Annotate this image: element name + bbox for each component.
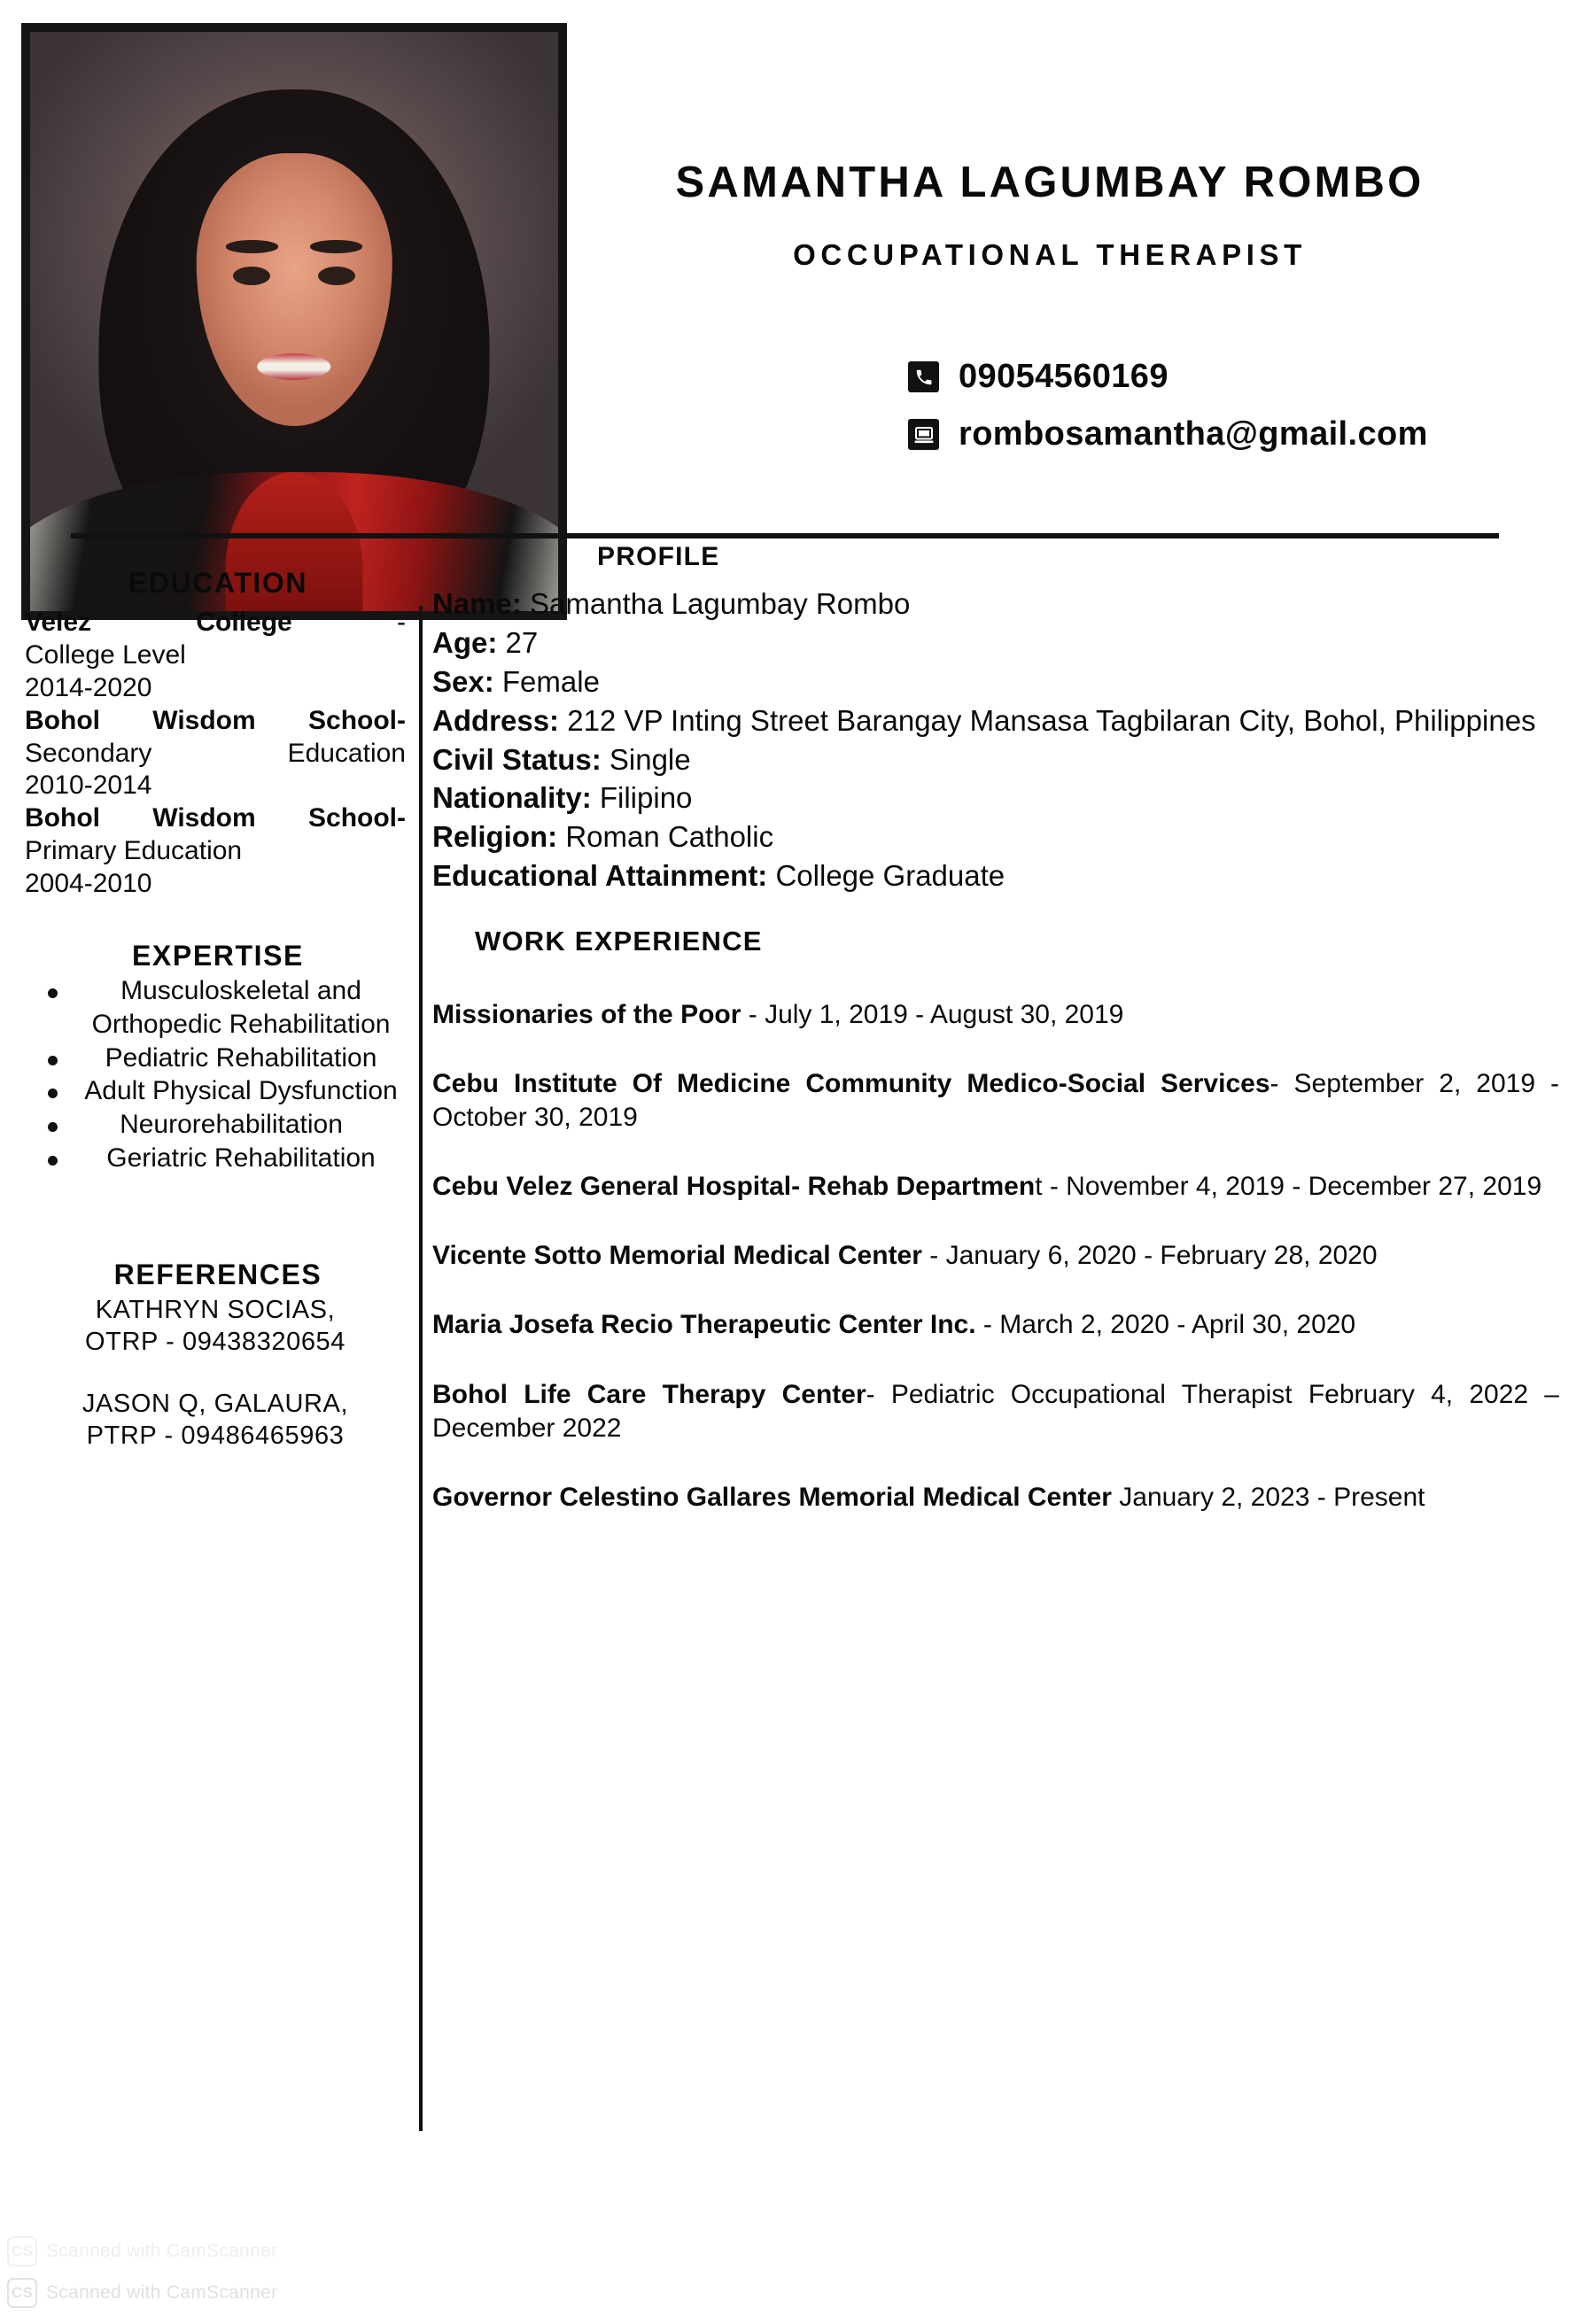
work-entry (432, 1170, 1559, 1204)
profile-field-label: Age: (432, 625, 498, 659)
sidebar (25, 567, 406, 1483)
work-detail: - Pediatric Occupational Therapist February 4, 2022 – December 2022 (432, 1379, 1559, 1443)
work-entry (432, 1067, 1559, 1135)
camscanner-label: Scanned with CamScanner (46, 2282, 278, 2303)
profile-field (432, 662, 1559, 701)
camscanner-watermark-faded (7, 2236, 277, 2266)
work-employer: Cebu Institute Of Medicine Community Medico-Social Services (432, 1069, 1270, 1099)
profile-field-label: Civil Status: (432, 742, 602, 776)
education-separator: - (397, 705, 406, 735)
candidate-name: SAMANTHA LAGUMBAY ROMBO (675, 159, 1425, 206)
education-separator: - (397, 803, 406, 833)
profile-field (432, 856, 1559, 895)
profile-heading: PROFILE (597, 542, 720, 571)
header-block (567, 23, 1559, 519)
profile-field-label: Address: (432, 703, 560, 737)
work-employer: Missionaries of the Poor (432, 1000, 742, 1029)
phone-icon (908, 361, 939, 392)
references-heading: REFERENCES (113, 1258, 322, 1290)
phone-contact-row (908, 358, 1169, 396)
camscanner-logo-icon: CS (7, 2236, 37, 2266)
main-content (432, 542, 1559, 1550)
email-address: rombosamantha@gmail.com (959, 415, 1428, 453)
education-heading: EDUCATION (128, 567, 308, 599)
education-years: 2014-2020 (25, 672, 152, 702)
work-entry (432, 998, 1559, 1032)
profile-field-value: Single (609, 742, 691, 776)
profile-fields (432, 585, 1559, 895)
work-experience-heading: WORK EXPERIENCE (475, 926, 763, 957)
profile-field-label: Sex: (432, 664, 494, 698)
expertise-item: Neurorehabilitation (25, 1108, 406, 1142)
header-divider (71, 533, 1499, 538)
profile-field-value: Samantha Lagumbay Rombo (530, 587, 911, 620)
profile-field-value: Roman Catholic (565, 820, 774, 854)
work-entry (432, 1481, 1559, 1514)
work-employer: Vicente Sotto Memorial Medical Center (432, 1241, 922, 1271)
photo-mouth (257, 353, 330, 380)
education-institution: Bohol Wisdom School (25, 803, 397, 833)
work-entry (432, 1308, 1559, 1342)
work-employer: Bohol Life Care Therapy Center (432, 1379, 866, 1409)
work-employer: Cebu Velez General Hospital- Rehab Departmen (432, 1172, 1036, 1202)
reference-detail: PTRP - 09486465963 (86, 1421, 345, 1450)
work-entry (432, 1378, 1559, 1445)
work-detail: January 2, 2023 - Present (1111, 1482, 1425, 1512)
education-level: College Level (25, 639, 186, 670)
education-institution: Bohol Wisdom School (25, 705, 397, 735)
education-years: 2004-2010 (25, 869, 152, 899)
phone-number: 09054560169 (959, 358, 1169, 395)
profile-field (432, 701, 1559, 740)
profile-field (432, 585, 1559, 624)
profile-field (432, 624, 1559, 662)
profile-field-label: Name: (432, 587, 522, 620)
education-level: Secondary Education (25, 738, 406, 768)
profile-field-label: Nationality: (432, 781, 592, 815)
work-detail: - March 2, 2020 - April 30, 2020 (975, 1310, 1356, 1340)
profile-field-value: Filipino (599, 781, 693, 815)
profile-field-label: Religion: (432, 820, 558, 854)
photo-brow-left (226, 240, 279, 252)
work-detail: - January 6, 2020 - February 28, 2020 (921, 1241, 1378, 1271)
education-years: 2010-2014 (25, 771, 152, 801)
column-divider (419, 606, 423, 2131)
email-contact-row (908, 415, 1428, 453)
education-level: Primary Education (25, 836, 243, 866)
profile-field-value: 27 (505, 625, 539, 659)
photo-brow-right (310, 240, 363, 252)
profile-field-value: 212 VP Inting Street Barangay Mansasa Tagbilaran City, Bohol, Philippines (567, 703, 1536, 737)
photo-eye-left (233, 267, 270, 285)
reference-detail: OTRP - 09438320654 (84, 1327, 346, 1356)
portrait-photo-image (30, 32, 558, 611)
education-entry (25, 705, 406, 771)
work-detail: - September 2, 2019 - October 30, 2019 (432, 1069, 1560, 1133)
profile-field (432, 740, 1559, 779)
work-entry (432, 1239, 1559, 1273)
portrait-photo (21, 23, 567, 620)
education-separator: - (397, 608, 406, 637)
work-employer: Maria Josefa Recio Therapeutic Center Inc. (432, 1310, 976, 1340)
work-detail: t - November 4, 2019 - December 27, 2019 (1035, 1172, 1542, 1202)
camscanner-watermark (7, 2278, 277, 2308)
work-experience-list (432, 998, 1559, 1514)
photo-eye-right (318, 267, 355, 285)
education-institution: Velez College (25, 608, 292, 637)
reference-item (25, 1389, 406, 1452)
reference-item (25, 1295, 406, 1359)
profile-field-value: Female (501, 664, 600, 698)
profile-field (432, 817, 1559, 856)
job-title: OCCUPATIONAL THERAPIST (793, 238, 1307, 271)
reference-name: KATHRYN SOCIAS, (95, 1295, 336, 1324)
education-entry (25, 802, 406, 868)
camscanner-logo-icon: CS (7, 2278, 37, 2308)
expertise-item: Adult Physical Dysfunction (25, 1074, 406, 1108)
expertise-item: Musculoskeletal and Orthopedic Rehabilitation (25, 974, 406, 1042)
reference-name: JASON Q, GALAURA, (82, 1389, 349, 1418)
expertise-list (25, 974, 406, 1175)
camscanner-label: Scanned with CamScanner (46, 2241, 278, 2261)
expertise-item: Pediatric Rehabilitation (25, 1042, 406, 1075)
work-detail: - July 1, 2019 - August 30, 2019 (741, 1000, 1124, 1029)
profile-field-value: College Graduate (775, 859, 1006, 893)
profile-field (432, 779, 1559, 817)
work-employer: Governor Celestino Gallares Memorial Medical Center (432, 1482, 1112, 1512)
profile-field-label: Educational Attainment: (432, 859, 768, 893)
expertise-heading: EXPERTISE (131, 940, 304, 972)
monitor-icon (908, 419, 939, 450)
education-list (25, 607, 406, 901)
expertise-item: Geriatric Rehabilitation (25, 1142, 406, 1175)
education-entry (25, 607, 406, 639)
